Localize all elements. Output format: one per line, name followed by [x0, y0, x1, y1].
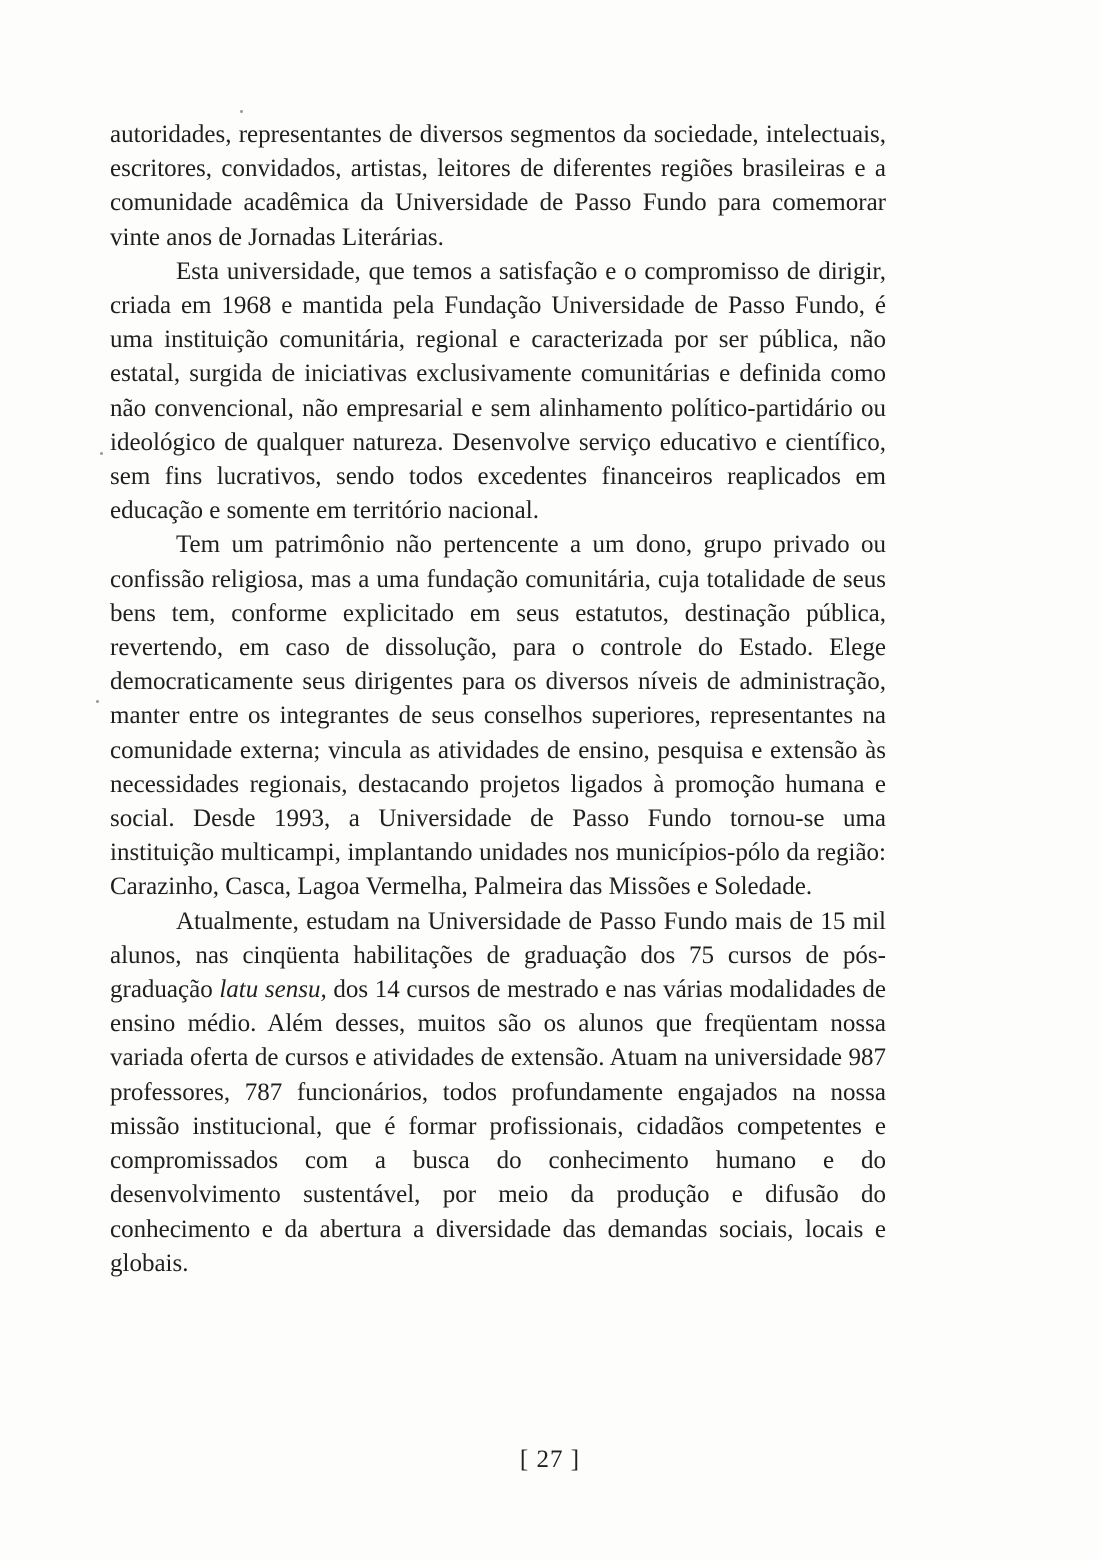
paragraph-4 [110, 905, 886, 1281]
paragraph-4-text-end: dos 14 cursos de mestrado e nas várias modalidades de ensino médio. Além desses, muitos são os alunos que freqüentam nossa variada oferta de cursos e atividades de extensão. Atuam na universidade 987 professores, 787 funcionários, todos profundamente engajados na nossa missão institucional, que é formar profissionais, cidadãos competentes e compromissados com a busca do conhecimento humano e do desenvolvimento sustentável, por meio da produção e difusão do conhecimento e da abertura a diversidade das demandas sociais, locais e globais. [110, 976, 886, 1277]
paragraph-4-italic-term: latu sensu, [219, 976, 327, 1004]
scan-speck [100, 452, 103, 455]
paragraph-2 [110, 255, 886, 529]
paragraph-1 [110, 118, 886, 255]
paragraph-1-text: autoridades, representantes de diversos segmentos da sociedade, intelectuais, escritores, convidados, artistas, leitores de diferentes regiões brasileiras e a comunidade acadêmica da Universidade de Passo Fundo para comemorar vinte anos de Jornadas Literárias. [110, 121, 886, 251]
paragraph-3 [110, 528, 886, 904]
scan-speck [240, 110, 243, 113]
paragraph-2-text: Esta universidade, que temos a satisfação e o compromisso de dirigir, criada em 1968 e mantida pela Fundação Universidade de Passo Fundo, é uma instituição comunitária, regional e caracterizada por ser pública, não estatal, surgida de iniciativas exclusivamente comunitárias e definida como não convencional, não empresarial e sem alinhamento político-partidário ou ideológico de qualquer natureza. Desenvolve serviço educativo e científico, sem fins lucrativos, sendo todos excedentes financeiros reaplicados em educação e somente em território nacional. [110, 257, 886, 525]
scan-speck [96, 700, 99, 703]
paragraph-4-text-start: Atualmente, estudam na Universidade de Passo Fundo mais de 15 mil alunos, nas cinqüenta habilitações de graduação dos 75 cursos de pós-graduação [110, 907, 886, 1004]
paragraph-3-text: Tem um patrimônio não pertencente a um dono, grupo privado ou confissão religiosa, mas a uma fundação comunitária, cuja totalidade de seus bens tem, conforme explicitado em seus estatutos, destinação pública, revertendo, em caso de dissolução, para o controle do Estado. Elege democraticamente seus dirigentes para os diversos níveis de administração, manter entre os integrantes de seus conselhos superiores, representantes na comunidade externa; vincula as atividades de ensino, pesquisa e extensão às necessidades regionais, destacando projetos ligados à promoção humana e social. Desde 1993, a Universidade de Passo Fundo tornou-se uma instituição multicampi, implantando unidades nos municípios-pólo da região: Carazinho, Casca, Lagoa Vermelha, Palmeira das Missões e Soledade. [110, 531, 886, 901]
body-text [110, 118, 886, 1281]
page-number: [ 27 ] [519, 1446, 581, 1473]
